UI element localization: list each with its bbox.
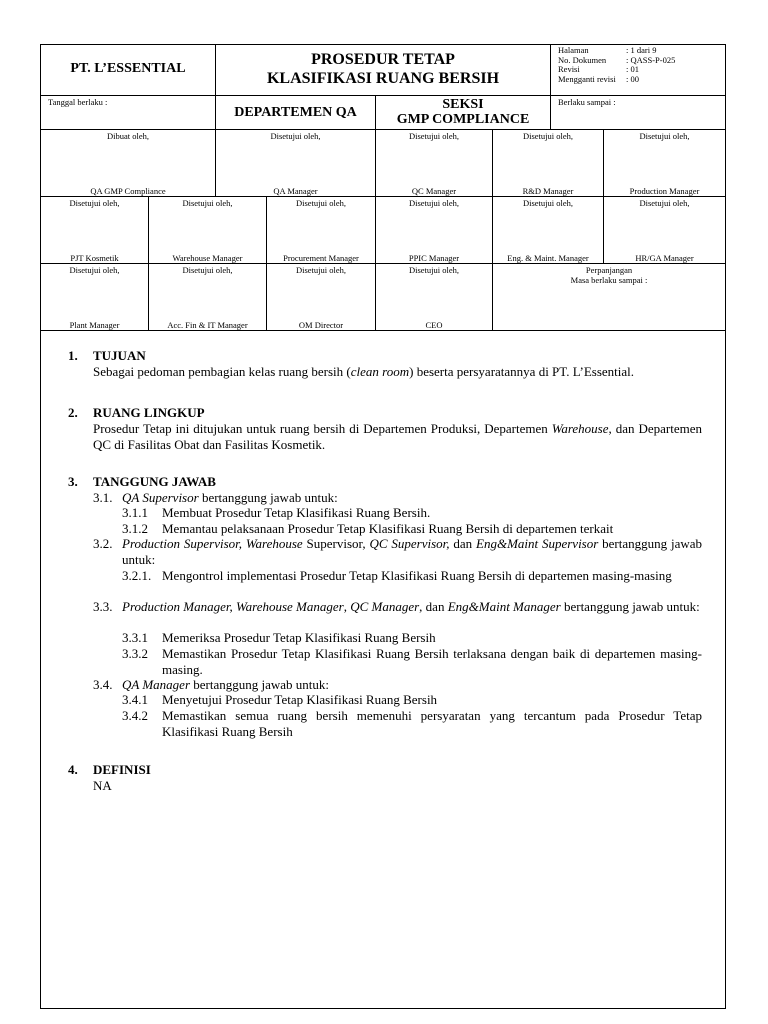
subitem-number: 3.4.2 xyxy=(122,708,148,723)
section-text: NA xyxy=(93,778,112,793)
approval-role: HR/GA Manager xyxy=(635,253,694,263)
doc-title-line2: KLASIFIKASI RUANG BERSIH xyxy=(266,70,500,87)
doc-meta-cell xyxy=(550,44,726,96)
approval-top: Disetujui oleh, xyxy=(408,198,460,208)
subitem-number: 3.4.1 xyxy=(122,692,148,707)
item-text: QA Supervisor bertanggung jawab untuk: xyxy=(122,490,338,505)
seksi-label: SEKSI xyxy=(442,97,484,112)
meta-key: Mengganti revisi xyxy=(558,73,616,84)
approval-role: PPIC Manager xyxy=(408,253,460,263)
item-text: Production Supervisor, Warehouse Supervisor, QC Supervisor, dan Eng&Maint Supervisor bertanggung jawab untuk: xyxy=(122,536,703,567)
section-title: RUANG LINGKUP xyxy=(93,405,205,420)
approval-cell xyxy=(603,129,726,197)
section-text: Prosedur Tetap ini ditujukan untuk ruang bersih di Departemen Produksi, Departemen Warehouse, dan Departemen QC di Fasilitas Obat dan Fasilitas Kosmetik. xyxy=(93,421,702,452)
approval-cell xyxy=(375,196,493,264)
approval-cell xyxy=(40,129,216,197)
approval-role: Acc. Fin & IT Manager xyxy=(167,320,248,330)
meta-value: : 00 xyxy=(626,73,639,84)
meta-value: : QASS-P-025 xyxy=(626,54,676,65)
approval-role: Plant Manager xyxy=(69,320,120,330)
approval-top: Disetujui oleh, xyxy=(639,131,690,141)
subitem-number: 3.1.2 xyxy=(122,521,148,536)
subitem-text: Menyetujui Prosedur Tetap Klasifikasi Ruang Bersih xyxy=(162,692,438,707)
section-number: 3. xyxy=(68,474,78,489)
approval-top: Disetujui oleh, xyxy=(270,131,321,141)
title-cell xyxy=(215,44,551,96)
approval-cell xyxy=(40,263,149,331)
doc-title-line1: PROSEDUR TETAP xyxy=(311,51,455,68)
approval-role: OM Director xyxy=(298,320,344,330)
approval-cell xyxy=(148,263,267,331)
approval-top: Disetujui oleh, xyxy=(182,198,233,208)
departemen-label: DEPARTEMEN QA xyxy=(234,105,357,120)
approval-top: Disetujui oleh, xyxy=(408,265,460,275)
approval-role: Procurement Manager xyxy=(283,253,359,263)
section-title: TANGGUNG JAWAB xyxy=(93,474,216,489)
item-text: QA Manager bertanggung jawab untuk: xyxy=(122,677,330,692)
approval-top: Disetujui oleh, xyxy=(182,265,233,275)
subitem-text: Memastikan Prosedur Tetap Klasifikasi Ruang Bersih terlaksana dengan baik di departemen masing-masing. xyxy=(162,646,702,677)
approval-cell xyxy=(266,263,376,331)
approval-cell xyxy=(40,196,149,264)
approval-role: R&D Manager xyxy=(522,186,574,196)
approval-top: Disetujui oleh, xyxy=(295,265,347,275)
perpanjangan-label: Perpanjangan xyxy=(585,265,633,275)
departemen-cell xyxy=(215,95,376,130)
approval-role: CEO xyxy=(425,320,443,330)
approval-cell xyxy=(266,196,376,264)
approval-top: Disetujui oleh, xyxy=(69,198,120,208)
meta-key: Halaman xyxy=(558,45,589,55)
approval-role: QA Manager xyxy=(273,186,318,196)
section-number: 1. xyxy=(68,348,78,363)
meta-key: Revisi xyxy=(558,64,580,74)
approval-role: Production Manager xyxy=(629,186,700,196)
subitem-number: 3.1.1 xyxy=(122,505,148,520)
subitem-number: 3.2.1. xyxy=(122,568,152,583)
approval-cell xyxy=(148,196,267,264)
approval-cell xyxy=(492,196,604,264)
section-title: DEFINISI xyxy=(93,762,151,777)
item-number: 3.3. xyxy=(93,599,113,614)
approval-role: QC Manager xyxy=(411,186,457,196)
tanggal-berlaku-label: Tanggal berlaku : xyxy=(48,97,108,107)
meta-value: : 1 dari 9 xyxy=(626,45,657,55)
approval-role: PJT Kosmetik xyxy=(70,253,119,263)
company-name: PT. L’ESSENTIAL xyxy=(70,61,186,76)
company-cell xyxy=(40,44,216,96)
item-number: 3.2. xyxy=(93,536,113,551)
approval-role: Eng. & Maint. Manager xyxy=(507,253,589,263)
seksi-cell xyxy=(375,95,551,130)
approval-top: Disetujui oleh, xyxy=(69,265,120,275)
meta-value: : 01 xyxy=(626,64,639,74)
section-number: 4. xyxy=(68,762,78,777)
approval-cell xyxy=(375,129,493,197)
subitem-text: Membuat Prosedur Tetap Klasifikasi Ruang Bersih. xyxy=(162,505,431,520)
seksi-name: GMP COMPLIANCE xyxy=(396,112,530,127)
berlaku-sampai-cell xyxy=(550,95,726,130)
approval-cell xyxy=(375,263,493,331)
approval-cell xyxy=(215,129,376,197)
section-text: Sebagai pedoman pembagian kelas ruang bersih (clean room) beserta persyaratannya di PT. L’Essential. xyxy=(93,364,635,379)
item-text: Production Manager, Warehouse Manager, QC Manager, dan Eng&Maint Manager bertanggung jawab untuk: xyxy=(122,599,700,614)
meta-key: No. Dokumen xyxy=(558,54,607,65)
approval-top: Disetujui oleh, xyxy=(522,198,574,208)
approval-top: Disetujui oleh, xyxy=(639,198,690,208)
section-title: TUJUAN xyxy=(93,348,146,363)
subitem-text: Memeriksa Prosedur Tetap Klasifikasi Ruang Bersih xyxy=(162,630,436,645)
masa-berlaku-label: Masa berlaku sampai : xyxy=(570,275,648,285)
subitem-text: Memastikan semua ruang bersih memenuhi persyaratan yang tercantum pada Prosedur Tetap Klasifikasi Ruang Bersih xyxy=(162,708,702,739)
subitem-text: Mengontrol implementasi Prosedur Tetap Klasifikasi Ruang Bersih di departemen masing-masing xyxy=(162,568,672,583)
item-number: 3.1. xyxy=(93,490,113,505)
approval-role: QA GMP Compliance xyxy=(90,186,166,196)
berlaku-sampai-label: Berlaku sampai : xyxy=(558,97,616,107)
item-number: 3.4. xyxy=(93,677,113,692)
subitem-number: 3.3.1 xyxy=(122,630,148,645)
approval-top: Disetujui oleh, xyxy=(295,198,347,208)
tanggal-berlaku-cell xyxy=(40,95,216,130)
approval-top: Dibuat oleh, xyxy=(106,131,150,141)
approval-role: Warehouse Manager xyxy=(172,253,243,263)
approval-cell xyxy=(603,196,726,264)
subitem-number: 3.3.2 xyxy=(122,646,148,661)
subitem-text: Memantau pelaksanaan Prosedur Tetap Klasifikasi Ruang Bersih di departemen terkait xyxy=(162,521,614,536)
approval-cell xyxy=(492,129,604,197)
approval-top: Disetujui oleh, xyxy=(408,131,460,141)
perpanjangan-cell xyxy=(492,263,726,331)
approval-top: Disetujui oleh, xyxy=(522,131,574,141)
section-number: 2. xyxy=(68,405,78,420)
